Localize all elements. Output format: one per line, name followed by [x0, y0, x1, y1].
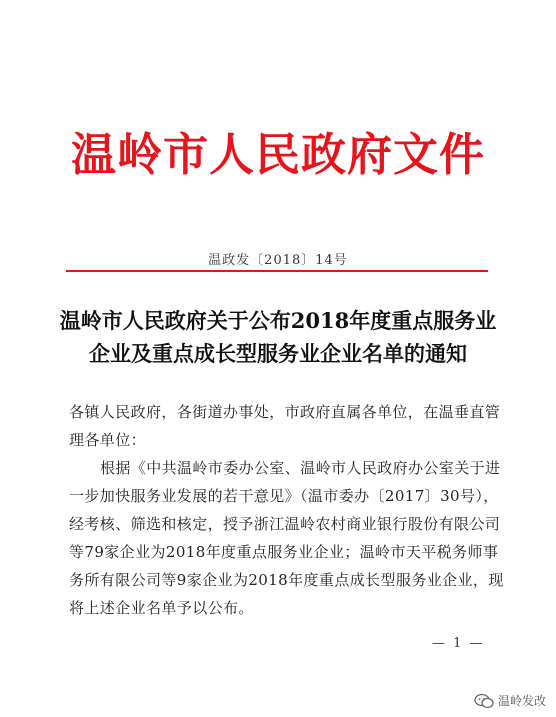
document-number: 温政发〔2018〕14号: [208, 253, 348, 268]
notice-title-line-2: 企业及重点成长型服务业企业名单的通知: [89, 341, 467, 366]
notice-title-line-1: 温岭市人民政府关于公布2018年度重点服务业: [59, 308, 497, 333]
watermark: [474, 692, 546, 709]
notice-title: [50, 304, 506, 370]
page-number: — 1 —: [432, 636, 485, 651]
watermark-label: 温岭发改: [497, 694, 546, 708]
addressee: 各镇人民政府，各街道办事处，市政府直属各单位，在温垂直管理各单位：: [69, 403, 501, 449]
wechat-icon: [474, 693, 494, 709]
body-paragraph: 根据《中共温岭市委办公室、温岭市人民政府办公室关于进一步加快服务业发展的若干意见》（温市委办〔2017〕30号），经考核、筛选和核定，授予浙江温岭农村商业银行股份有限公司等79家企业为2018年度重点服务业企业；温岭市天平税务师事务所有限公司等9家企业为2018年度重点成长型服务业企业，现将上述企业名单予以公布。: [69, 459, 504, 617]
document-header-title: 温岭市人民政府文件: [70, 128, 485, 181]
header-divider: [66, 270, 488, 272]
